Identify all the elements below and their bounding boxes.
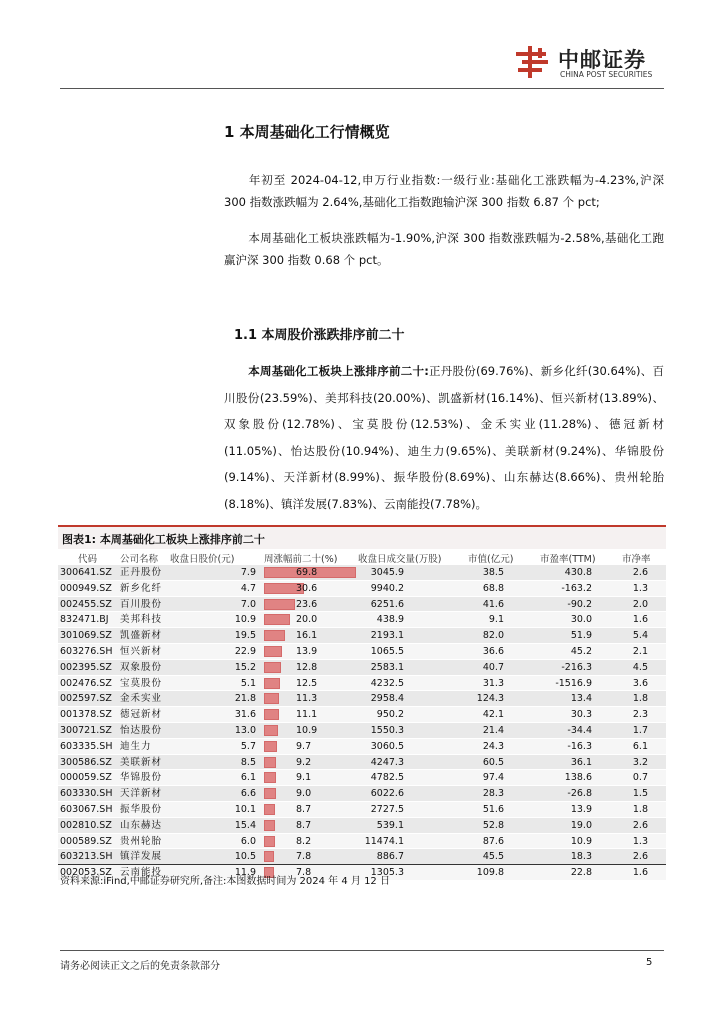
change-value: 9.2 <box>296 756 312 768</box>
change-value: 13.9 <box>296 645 318 657</box>
cell-code: 002597.SZ <box>60 693 112 705</box>
cell-code: 300721.SZ <box>60 724 112 736</box>
change-value: 11.1 <box>296 709 318 721</box>
cell-market-value: 40.7 <box>482 661 504 673</box>
cell-volume: 1065.5 <box>370 645 404 657</box>
cell-change <box>264 646 390 657</box>
change-value: 9.0 <box>296 788 312 800</box>
header-name: 公司名称 <box>120 554 159 565</box>
table-row <box>58 818 666 834</box>
cell-pb: 2.6 <box>632 851 648 863</box>
cell-pe: -90.2 <box>567 598 592 610</box>
cell-price: 22.9 <box>234 645 256 657</box>
change-value: 8.7 <box>296 803 312 815</box>
cell-pe: 30.3 <box>570 709 592 721</box>
table-row <box>58 770 666 786</box>
cell-price: 11.9 <box>234 867 256 879</box>
cell-market-value: 9.1 <box>488 614 504 626</box>
cell-name: 双象股份 <box>120 661 163 673</box>
table-row <box>58 849 666 865</box>
stock-table <box>58 549 666 881</box>
change-bar <box>264 757 276 768</box>
cell-price: 5.7 <box>240 740 256 752</box>
header-divider <box>60 88 664 89</box>
cell-name: 贵州轮胎 <box>120 835 163 847</box>
cell-market-value: 31.3 <box>482 677 504 689</box>
cell-price: 10.9 <box>234 614 256 626</box>
cell-name: 镇洋发展 <box>120 851 163 863</box>
cell-volume: 2583.1 <box>370 661 404 673</box>
cell-code: 603213.SH <box>60 851 113 863</box>
cell-volume: 2958.4 <box>370 693 404 705</box>
table-row <box>58 707 666 723</box>
cell-pb: 1.5 <box>632 788 648 800</box>
cell-volume: 1550.3 <box>370 724 404 736</box>
cell-change <box>264 678 390 689</box>
cell-price: 7.0 <box>240 598 256 610</box>
cell-pb: 0.7 <box>632 772 648 784</box>
cell-change <box>264 709 390 720</box>
change-bar <box>264 693 279 704</box>
cell-pe: -34.4 <box>567 724 592 736</box>
table-row <box>58 644 666 660</box>
cell-change <box>264 583 390 594</box>
cell-name: 金禾实业 <box>120 693 163 705</box>
cell-pb: 2.3 <box>632 709 648 721</box>
paragraph-top20-lead: 本周基础化工板块上涨排序前二十: <box>248 364 429 378</box>
cell-pb: 5.4 <box>632 630 648 642</box>
cell-change <box>264 599 390 610</box>
cell-pe: 51.9 <box>570 630 592 642</box>
table-row <box>58 802 666 818</box>
cell-pb: 1.6 <box>632 867 648 879</box>
cell-change <box>264 804 390 815</box>
cell-pb: 1.6 <box>632 614 648 626</box>
cell-name: 怡达股份 <box>120 724 163 736</box>
cell-change <box>264 788 390 799</box>
change-bar <box>264 599 295 610</box>
table-row <box>58 676 666 692</box>
cell-price: 13.0 <box>234 724 256 736</box>
cell-price: 4.7 <box>240 582 256 594</box>
cell-change <box>264 741 390 752</box>
cell-name: 百川股份 <box>120 598 163 610</box>
change-value: 20.0 <box>296 614 318 626</box>
cell-price: 8.5 <box>240 756 256 768</box>
cell-change <box>264 662 390 673</box>
cell-pe: 30.0 <box>570 614 592 626</box>
footer-divider <box>60 950 664 951</box>
cell-code: 300641.SZ <box>60 567 112 578</box>
header-mv: 市值(亿元) <box>468 554 514 565</box>
table-row <box>58 660 666 676</box>
cell-price: 6.1 <box>240 772 256 784</box>
cell-market-value: 109.8 <box>476 867 504 879</box>
source-note: 资料来源:iFind,中邮证券研究所,备注:本图数据时间为 2024 年 4 月 12 日 <box>60 876 390 887</box>
cell-pe: 19.0 <box>570 819 592 831</box>
table-title: 图表1: 本周基础化工板块上涨排序前二十 <box>62 533 265 546</box>
logo-chinese-name: 中邮证券 <box>558 48 646 72</box>
change-bar <box>264 788 276 799</box>
table-row <box>58 691 666 707</box>
change-bar <box>264 836 275 847</box>
change-bar <box>264 662 281 673</box>
change-value: 8.2 <box>296 835 312 847</box>
cell-pe: -216.3 <box>561 661 592 673</box>
cell-market-value: 24.3 <box>482 740 504 752</box>
cell-volume: 950.2 <box>376 709 404 721</box>
table-row <box>58 581 666 597</box>
change-bar <box>264 709 279 720</box>
header-price: 收盘日股价(元) <box>170 554 235 565</box>
table-row <box>58 755 666 771</box>
cell-pb: 1.8 <box>632 693 648 705</box>
change-value: 8.7 <box>296 819 312 831</box>
table-row <box>58 723 666 739</box>
cell-market-value: 68.8 <box>482 582 504 594</box>
cell-name: 凯盛新材 <box>120 630 163 642</box>
table-header <box>58 549 666 565</box>
china-post-emblem-icon <box>514 44 554 80</box>
cell-pe: 13.4 <box>570 693 592 705</box>
paragraph-top20 <box>224 358 664 517</box>
cell-name: 华锦股份 <box>120 772 163 784</box>
table-row <box>58 597 666 613</box>
cell-code: 002810.SZ <box>60 819 112 831</box>
cell-name: 宝莫股份 <box>120 677 163 689</box>
cell-price: 7.9 <box>240 567 256 578</box>
company-logo <box>514 44 674 86</box>
paragraph-ytd-text: 年初至 2024-04-12,申万行业指数:一级行业:基础化工涨跌幅为-4.23%,沪深 300 指数涨跌幅为 2.64%,基础化工指数跑输沪深 300 指数 6.87 个 pct; <box>224 173 664 209</box>
subsection-heading: 1.1 本周股价涨跌排序前二十 <box>234 328 405 343</box>
table-row <box>58 628 666 644</box>
cell-code: 301069.SZ <box>60 630 112 642</box>
cell-change <box>264 772 390 783</box>
change-value: 12.5 <box>296 677 318 689</box>
cell-pe: 13.9 <box>570 803 592 815</box>
change-bar <box>264 646 282 657</box>
change-bar <box>264 630 285 641</box>
table-bottom-rule <box>58 864 666 865</box>
change-value: 7.8 <box>296 867 312 879</box>
change-bar <box>264 820 275 831</box>
cell-volume: 539.1 <box>376 819 404 831</box>
cell-price: 6.6 <box>240 788 256 800</box>
cell-name: 山东赫达 <box>120 819 163 831</box>
cell-pb: 1.3 <box>632 582 648 594</box>
table-row <box>58 739 666 755</box>
header-code: 代码 <box>78 554 98 565</box>
change-bar <box>264 851 274 862</box>
change-value: 69.8 <box>296 567 318 578</box>
cell-code: 002053.SZ <box>60 867 112 879</box>
cell-pb: 1.8 <box>632 803 648 815</box>
cell-price: 31.6 <box>234 709 256 721</box>
cell-code: 000059.SZ <box>60 772 112 784</box>
cell-pe: 18.3 <box>570 851 592 863</box>
cell-market-value: 45.5 <box>482 851 504 863</box>
cell-volume: 1305.3 <box>370 867 404 879</box>
change-bar <box>264 678 280 689</box>
cell-change <box>264 693 390 704</box>
disclaimer-note: 请务必阅读正文之后的免责条款部分 <box>60 961 220 972</box>
cell-code: 002395.SZ <box>60 661 112 673</box>
change-bar <box>264 725 278 736</box>
cell-market-value: 51.6 <box>482 803 504 815</box>
cell-code: 002476.SZ <box>60 677 112 689</box>
cell-change <box>264 820 390 831</box>
cell-market-value: 42.1 <box>482 709 504 721</box>
cell-market-value: 28.3 <box>482 788 504 800</box>
cell-pb: 2.6 <box>632 567 648 578</box>
cell-name: 振华股份 <box>120 803 163 815</box>
change-value: 11.3 <box>296 693 318 705</box>
table-row <box>58 612 666 628</box>
cell-code: 001378.SZ <box>60 709 112 721</box>
cell-code: 603335.SH <box>60 740 113 752</box>
cell-pb: 3.2 <box>632 756 648 768</box>
cell-price: 10.1 <box>234 803 256 815</box>
change-value: 9.1 <box>296 772 312 784</box>
cell-code: 832471.BJ <box>60 614 109 626</box>
header-pe: 市盈率(TTM) <box>540 554 596 565</box>
header-pb: 市净率 <box>622 554 651 565</box>
cell-change <box>264 614 390 625</box>
paragraph-week <box>224 227 664 271</box>
cell-volume: 3060.5 <box>370 740 404 752</box>
cell-volume: 4782.5 <box>370 772 404 784</box>
cell-volume: 6022.6 <box>370 788 404 800</box>
cell-market-value: 36.6 <box>482 645 504 657</box>
cell-price: 5.1 <box>240 677 256 689</box>
cell-change <box>264 567 390 578</box>
cell-name: 天洋新材 <box>120 788 163 800</box>
logo-english-name: CHINA POST SECURITIES <box>560 70 653 79</box>
paragraph-week-text: 本周基础化工板块涨跌幅为-1.90%,沪深 300 指数涨跌幅为-2.58%,基础化工跑赢沪深 300 指数 0.68 个 pct。 <box>224 231 664 267</box>
cell-pb: 3.6 <box>632 677 648 689</box>
cell-pe: -163.2 <box>561 582 592 594</box>
cell-volume: 886.7 <box>376 851 404 863</box>
cell-pb: 2.1 <box>632 645 648 657</box>
cell-pe: 36.1 <box>570 756 592 768</box>
cell-code: 000949.SZ <box>60 582 112 594</box>
cell-market-value: 87.6 <box>482 835 504 847</box>
cell-change <box>264 630 390 641</box>
cell-change <box>264 757 390 768</box>
cell-name: 正丹股份 <box>120 567 163 578</box>
cell-volume: 6251.6 <box>370 598 404 610</box>
cell-price: 6.0 <box>240 835 256 847</box>
cell-name: 迪生力 <box>120 740 152 752</box>
change-value: 16.1 <box>296 630 318 642</box>
change-bar <box>264 614 290 625</box>
cell-market-value: 41.6 <box>482 598 504 610</box>
cell-code: 603067.SH <box>60 803 113 815</box>
table-row <box>58 565 666 581</box>
cell-price: 21.8 <box>234 693 256 705</box>
cell-volume: 2727.5 <box>370 803 404 815</box>
cell-pe: 10.9 <box>570 835 592 847</box>
cell-market-value: 21.4 <box>482 724 504 736</box>
cell-code: 603330.SH <box>60 788 113 800</box>
change-bar <box>264 804 275 815</box>
cell-change <box>264 851 390 862</box>
change-value: 23.6 <box>296 598 318 610</box>
change-bar <box>264 772 276 783</box>
cell-pb: 1.3 <box>632 835 648 847</box>
cell-pe: 22.8 <box>570 867 592 879</box>
cell-code: 300586.SZ <box>60 756 112 768</box>
cell-pb: 4.5 <box>632 661 648 673</box>
cell-pb: 1.7 <box>632 724 648 736</box>
cell-volume: 11474.1 <box>364 835 404 847</box>
cell-name: 德冠新材 <box>120 709 163 721</box>
cell-volume: 4247.3 <box>370 756 404 768</box>
table-body <box>58 565 666 881</box>
cell-pe: -16.3 <box>567 740 592 752</box>
cell-market-value: 60.5 <box>482 756 504 768</box>
page-number: 5 <box>646 957 653 968</box>
cell-change <box>264 836 390 847</box>
cell-volume: 3045.9 <box>370 567 404 578</box>
cell-market-value: 124.3 <box>476 693 504 705</box>
paragraph-top20-text: 正丹股份(69.76%)、新乡化纤(30.64%)、百川股份(23.59%)、美邦科技(20.00%)、凯盛新材(16.14%)、恒兴新材(13.89%)、双象股份(12.78%)、宝莫股份(12.53%)、金禾实业(11.28%)、德冠新材(11.05%)、怡达股份(10.94%)、迪生力(9.65%)、美联新材(9.24%)、华锦股份(9.14%)、天洋新材(8.99%)、振华股份(8.69%)、山东赫达(8.66%)、贵州轮胎(8.18%)、镇洋发展(7.83%)、云南能投(7.78%)。 <box>224 364 664 511</box>
cell-name: 美邦科技 <box>120 614 163 626</box>
cell-pe: -26.8 <box>567 788 592 800</box>
cell-code: 000589.SZ <box>60 835 112 847</box>
table-row <box>58 786 666 802</box>
cell-market-value: 97.4 <box>482 772 504 784</box>
cell-price: 15.4 <box>234 819 256 831</box>
cell-volume: 4232.5 <box>370 677 404 689</box>
cell-pe: 430.8 <box>564 567 592 578</box>
cell-price: 15.2 <box>234 661 256 673</box>
cell-name: 新乡化纤 <box>120 582 163 594</box>
cell-price: 19.5 <box>234 630 256 642</box>
cell-name: 云南能投 <box>120 867 163 879</box>
table-row <box>58 834 666 850</box>
cell-name: 美联新材 <box>120 756 163 768</box>
cell-market-value: 52.8 <box>482 819 504 831</box>
paragraph-ytd <box>224 169 664 213</box>
section-heading: 1 本周基础化工行情概览 <box>224 123 390 141</box>
cell-pe: 138.6 <box>564 772 592 784</box>
change-value: 30.6 <box>296 582 318 594</box>
change-value: 10.9 <box>296 724 318 736</box>
cell-pb: 2.6 <box>632 819 648 831</box>
cell-code: 002455.SZ <box>60 598 112 610</box>
cell-volume: 438.9 <box>376 614 404 626</box>
header-amt: 收盘日成交量(万股) <box>358 554 442 565</box>
cell-pb: 2.0 <box>632 598 648 610</box>
change-value: 9.7 <box>296 740 312 752</box>
cell-market-value: 38.5 <box>482 567 504 578</box>
header-chg: 周涨幅前二十(%) <box>264 554 338 565</box>
cell-price: 10.5 <box>234 851 256 863</box>
cell-volume: 2193.1 <box>370 630 404 642</box>
cell-volume: 9940.2 <box>370 582 404 594</box>
cell-pe: 45.2 <box>570 645 592 657</box>
cell-market-value: 82.0 <box>482 630 504 642</box>
cell-change <box>264 725 390 736</box>
cell-name: 恒兴新材 <box>120 645 163 657</box>
table-title-bar <box>58 525 666 549</box>
change-value: 12.8 <box>296 661 318 673</box>
cell-code: 603276.SH <box>60 645 113 657</box>
cell-pb: 6.1 <box>632 740 648 752</box>
change-bar <box>264 741 277 752</box>
cell-pe: -1516.9 <box>555 677 592 689</box>
change-value: 7.8 <box>296 851 312 863</box>
